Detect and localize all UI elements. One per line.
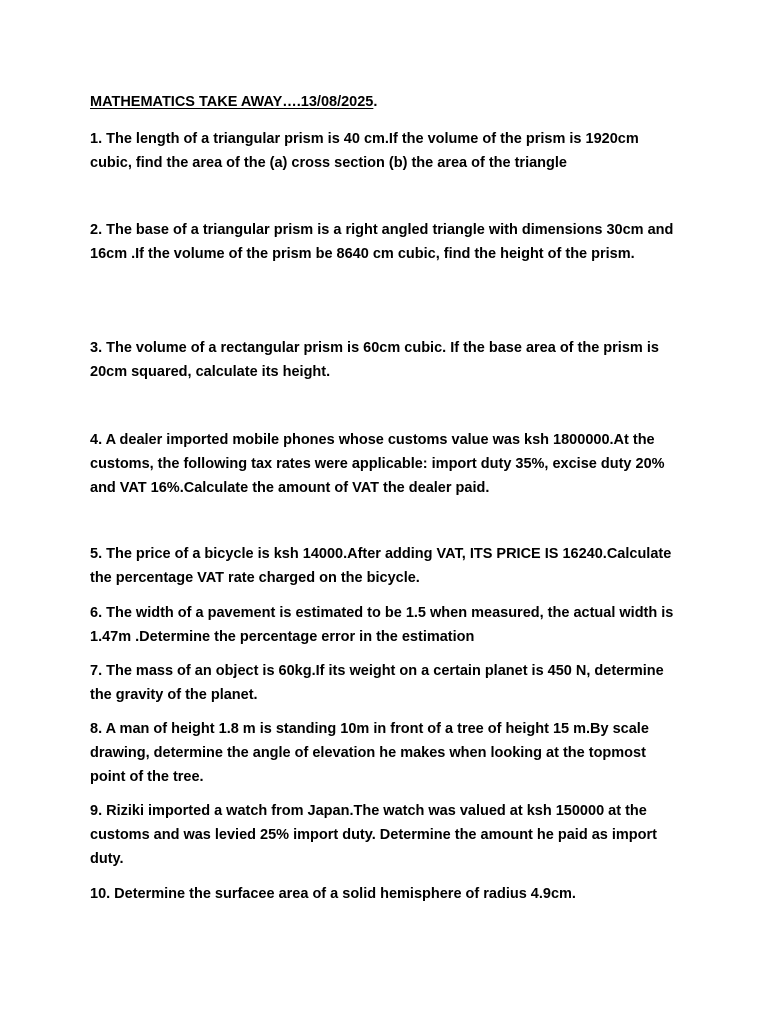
question-3: 3. The volume of a rectangular prism is 60cm cubic. If the base area of the prism is 20cm squared, calculate its height. bbox=[90, 340, 659, 380]
question-1: 1. The length of a triangular prism is 40 cm.If the volume of the prism is 1920cm cubic, find the area of the (a) cross section (b) the area of the triangle bbox=[90, 131, 639, 171]
document-heading bbox=[90, 94, 377, 110]
question-9: 9. Riziki imported a watch from Japan.The watch was valued at ksh 150000 at the customs and was levied 25% import duty. Determine the amount he paid as import duty. bbox=[90, 803, 657, 867]
question-10: 10. Determine the surfacee area of a solid hemisphere of radius 4.9cm. bbox=[90, 886, 576, 902]
question-2: 2. The base of a triangular prism is a right angled triangle with dimensions 30cm and 16cm .If the volume of the prism be 8640 cm cubic, find the height of the prism. bbox=[90, 222, 674, 262]
question-8: 8. A man of height 1.8 m is standing 10m in front of a tree of height 15 m.By scale drawing, determine the angle of elevation he makes when looking at the topmost point of the tree. bbox=[90, 721, 649, 785]
question-7: 7. The mass of an object is 60kg.If its weight on a certain planet is 450 N, determine the gravity of the planet. bbox=[90, 663, 664, 703]
question-5: 5. The price of a bicycle is ksh 14000.After adding VAT, ITS PRICE IS 16240.Calculate the percentage VAT rate charged on the bicycle. bbox=[90, 546, 672, 586]
question-4: 4. A dealer imported mobile phones whose customs value was ksh 1800000.At the customs, the following tax rates were applicable: import duty 35%, excise duty 20% and VAT 16%.Calculate the amount of VAT the dealer paid. bbox=[90, 432, 665, 496]
document-title: MATHEMATICS TAKE AWAY….13/08/2025 bbox=[90, 94, 374, 110]
question-6: 6. The width of a pavement is estimated to be 1.5 when measured, the actual width is 1.47m .Determine the percentage error in the estimation bbox=[90, 605, 674, 645]
title-trailing-period: . bbox=[373, 94, 378, 110]
